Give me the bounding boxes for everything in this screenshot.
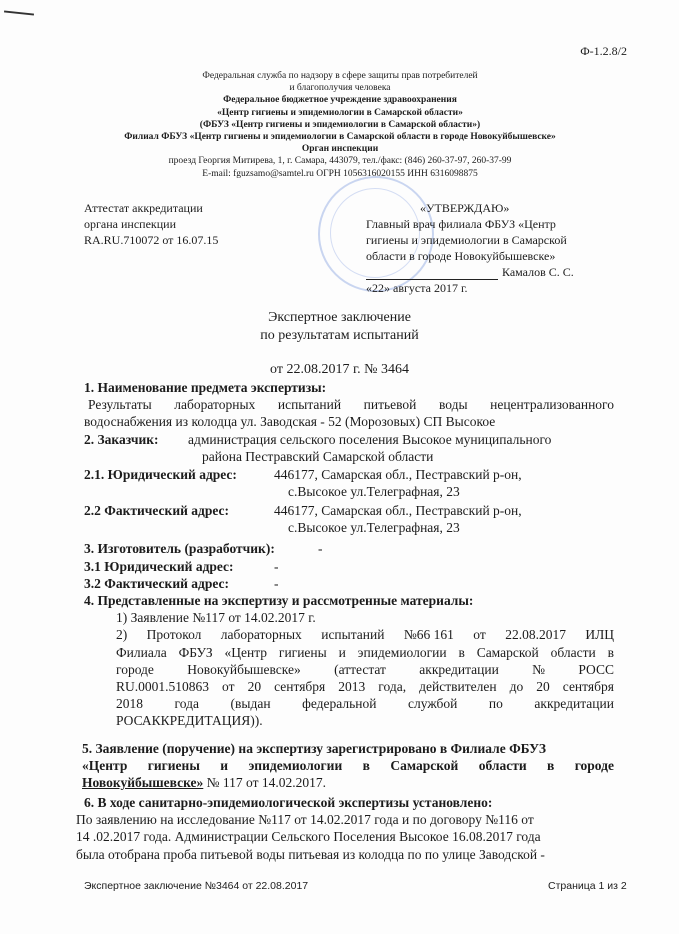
word: аккредитации [534,696,614,712]
word: и [338,644,346,660]
word: эпидемиологии [357,644,447,660]
registration-number: № 117 от 14.02.2017. [203,775,327,791]
word: испытаний [321,627,385,643]
section-text: водоснабжения из колодца ул. Заводская - 52 (Морозовых) СП Высокое [84,414,496,430]
word: сентября [562,679,614,695]
word: городе [116,661,154,677]
customer-label: 2. Заказчик: [84,432,159,447]
word: (аттестат [334,661,386,677]
word: и [220,758,229,774]
word: гигиены [147,758,200,774]
word: в [458,644,465,660]
word: в [362,758,370,774]
section-line: По заявлению на исследование №117 от 14.02.2017 года и по договору №116 от [76,812,534,828]
justified-line [84,678,614,695]
word: Филиала [116,644,167,660]
word: сентября [274,679,326,695]
word: службой [408,696,458,712]
address-line: с.Высокое ул.Телеграфная, 23 [288,520,460,536]
word: городе [574,758,614,774]
section-line [82,774,614,791]
section-line: 5. Заявление (поручение) на экспертизу зарегистрировано в Филиале ФБУЗ [82,741,546,756]
header-line: Филиал ФБУЗ «Центр гигиены и эпидемиологии в Самарской области в городе Новокуйбышевске» [124,132,556,143]
legal-address [274,466,522,500]
word: лабораторных [174,397,256,413]
legal-address-label: 2.1. Юридический адрес: [84,467,237,482]
section-4 [84,592,614,730]
word: 22.08.2017 [505,627,566,643]
word: гигиены [278,644,327,660]
word: федеральной [302,696,377,712]
header-line: проезд Георгия Митирева, 1, г. Самара, 443079, тел./факс: (846) 260-37-97, 260-37-99 [168,156,512,167]
accreditation-line: Аттестат аккредитации [84,201,203,215]
material-item: РОСАККРЕДИТАЦИЯ)). [116,713,263,729]
address-line: 446177, Самарская обл., Пестравский р-он, [274,503,522,518]
justified-line [84,644,614,661]
section-line: была отобрана проба питьевой воды питьевая из колодца по по улице Заводской - [76,846,545,862]
section-6 [76,794,616,863]
footer-left: Экспертное заключение №3464 от 22.08.2017 [84,880,309,892]
scan-mark [4,10,34,15]
mfr-legal-value: - [274,559,279,574]
signature-row [366,264,606,280]
word: №66 161 [403,627,454,643]
word: 20 [536,679,550,695]
document-title: Экспертное заключение [268,310,411,325]
document-date-number: от 22.08.2017 г. № 3464 [270,362,409,377]
manufacturer-label: 3. Изготовитель (разработчик): [84,541,275,556]
section-heading: 4. Представленные на экспертизу и рассмотренные материалы: [84,593,474,608]
manufacturer-value: - [318,541,323,556]
word: Результаты [88,397,152,413]
word: от [473,627,486,643]
mfr-actual-label: 3.2 Фактический адрес: [84,576,229,591]
word: нецентрализованного [490,397,614,413]
word: (выдан [230,696,271,712]
mfr-actual-value: - [274,576,279,591]
customer-line: администрация сельского поселения Высокое муниципального [188,432,552,447]
word: «Центр [224,644,268,660]
word: от [222,679,235,695]
approval-block [366,200,606,296]
approval-line: Главный врач филиала ФБУЗ «Центр [366,217,556,231]
section-1 [84,379,614,431]
header-line: и благополучия человека [289,83,391,94]
word: испытаний [277,397,342,413]
word: Самарской [390,758,459,774]
section-5 [82,740,614,792]
word: 2) [116,627,128,643]
customer-line: района Пестравский Самарской области [202,449,434,465]
header-line: «Центр гигиены и эпидемиологии в Самарской области» [217,107,463,118]
word: до [509,679,524,695]
section-heading: 6. В ходе санитарно-эпидемиологической экспертизы установлено: [84,795,493,810]
word: года, [378,679,407,695]
branch-name: Новокуйбышевске» [82,775,204,791]
header-line: Орган инспекции [301,144,379,155]
word: RU.0001.510863 [116,679,210,695]
word: в [547,758,555,774]
word: лабораторных [220,627,302,643]
org-header [60,70,620,180]
mfr-legal-label: 3.1 Юридический адрес: [84,559,234,574]
accreditation-block [84,200,218,248]
section-heading: 1. Наименование предмета экспертизы: [84,380,327,395]
word: ФБУЗ [178,644,213,660]
word: РОСС [578,661,614,677]
word: «Центр [82,758,128,774]
customer-text [188,431,551,465]
document-subtitle: по результатам испытаний [260,328,419,343]
approval-heading: «УТВЕРЖДАЮ» [420,201,510,215]
header-line: E-mail: fguzsamo@samtel.ru ОГРН 1056316020155 ИНН 6316098875 [202,168,478,179]
word: воды [438,397,468,413]
material-item: 1) Заявление №117 от 14.02.2017 г. [116,610,316,626]
word: в [607,644,614,660]
footer-page-number: Страница 1 из 2 [548,880,627,892]
form-code: Ф-1.2.8/2 [580,44,627,58]
approval-line: области в городе Новокуйбышевске» [366,249,556,263]
header-line: Федеральная служба по надзору в сфере защиты прав потребителей [202,71,478,81]
word: эпидемиологии [248,758,343,774]
actual-address [274,502,522,536]
word: Новокуйбышевске» [187,661,301,677]
word: аккредитации [419,661,499,677]
justified-line [84,695,614,712]
justified-line [84,626,614,643]
section-line: 14 .02.2017 года. Администрации Сельского Поселения Высокое 16.08.2017 года [76,829,541,845]
accreditation-line: RA.RU.710072 от 16.07.15 [84,233,219,247]
word: области [550,644,596,660]
word: по [488,696,503,712]
approval-date: «22» августа 2017 г. [366,281,468,295]
justified-line [84,396,614,413]
header-line: (ФБУЗ «Центр гигиены и эпидемиологии в Самарской области») [199,119,481,130]
word: Самарской [476,644,539,660]
word: № [532,661,546,677]
signature-line [366,267,498,280]
actual-address-label: 2.2 Фактический адрес: [84,503,229,518]
accreditation-line: органа инспекции [84,217,177,231]
approval-line: гигиены и эпидемиологии в Самарской [366,233,567,247]
signer-name: Камалов С. С. [502,265,574,279]
word: питьевой [363,397,417,413]
word: Протокол [146,627,202,643]
header-line: Федеральное бюджетное учреждение здравоохранения [223,95,457,106]
justified-line [84,661,614,678]
justified-line [82,757,614,774]
word: действителен [419,679,497,695]
word: 20 [247,679,262,695]
word: года [174,696,199,712]
word: области [478,758,527,774]
word: ИЛЦ [585,627,614,643]
word: 2018 [116,696,143,712]
address-line: с.Высокое ул.Телеграфная, 23 [288,484,460,500]
address-line: 446177, Самарская обл., Пестравский р-он, [274,467,522,482]
word: 2013 [338,679,366,695]
